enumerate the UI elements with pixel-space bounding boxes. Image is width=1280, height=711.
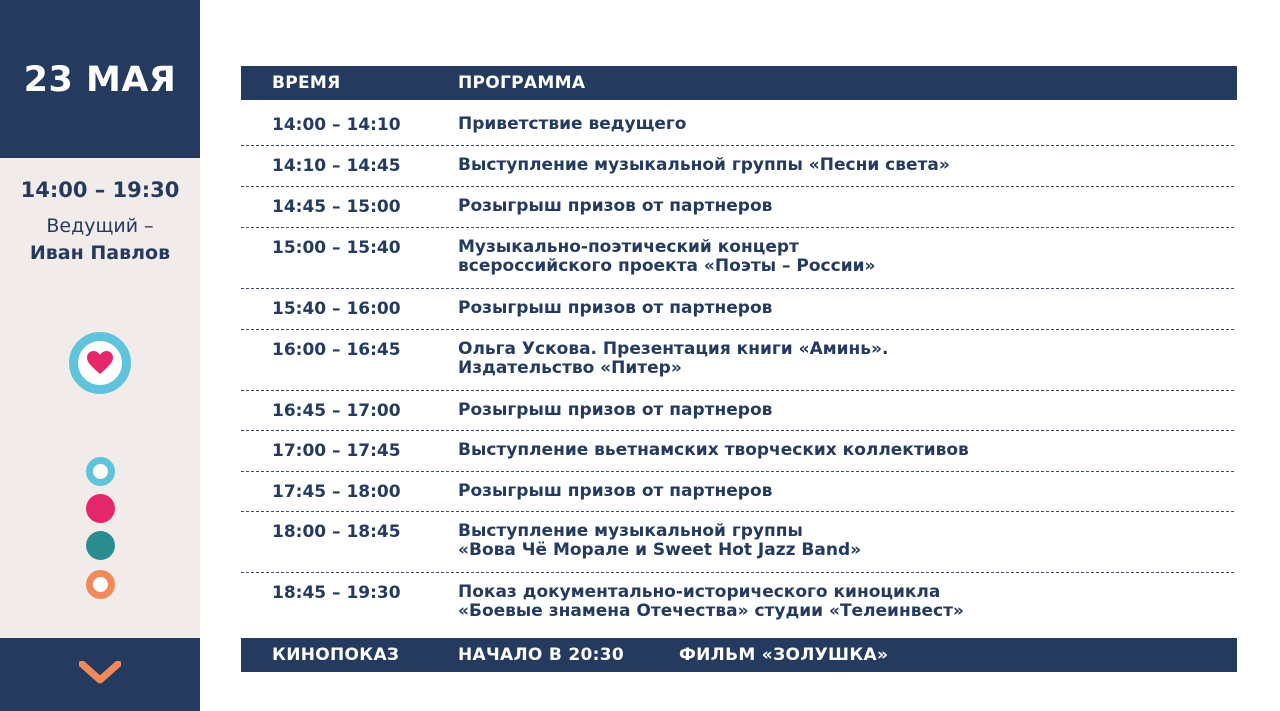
row-program-line: «Боевые знамена Отечества» студии «Телеинвест» xyxy=(458,601,964,621)
row-program-line: Выступление вьетнамских творческих коллективов xyxy=(458,440,969,460)
row-program xyxy=(458,299,1218,318)
schedule-row xyxy=(241,289,1237,330)
row-time: 17:00 – 17:45 xyxy=(272,441,401,461)
row-time: 14:45 – 15:00 xyxy=(272,197,401,217)
row-program xyxy=(458,340,1218,378)
row-program xyxy=(458,441,1218,460)
row-program xyxy=(458,197,1218,216)
row-time: 18:45 – 19:30 xyxy=(272,583,401,603)
row-program xyxy=(458,115,1218,134)
row-time: 18:00 – 18:45 xyxy=(272,522,401,542)
row-program xyxy=(458,583,1218,621)
row-program-line: Издательство «Питер» xyxy=(458,358,682,378)
schedule-row xyxy=(241,512,1237,573)
row-time: 14:10 – 14:45 xyxy=(272,156,401,176)
heart-shape xyxy=(87,351,113,375)
row-program-line: «Вова Чё Морале и Sweet Hot Jazz Band» xyxy=(458,540,862,560)
row-program-line: Музыкально-поэтический концерт xyxy=(458,237,799,257)
row-program-line: Выступление музыкальной группы «Песни света» xyxy=(458,155,950,175)
schedule-row xyxy=(241,100,1237,146)
row-program xyxy=(458,401,1218,420)
row-program-line: Показ документально-исторического киноцикла xyxy=(458,582,941,602)
schedule-row xyxy=(241,573,1237,638)
schedule-row xyxy=(241,431,1237,472)
column-header-program: ПРОГРАММА xyxy=(458,73,586,93)
dot-pink-icon xyxy=(86,494,115,523)
row-program xyxy=(458,238,1218,276)
table-header xyxy=(241,66,1237,100)
row-program-line: всероссийского проекта «Поэты – России» xyxy=(458,256,876,276)
row-time: 16:45 – 17:00 xyxy=(272,401,401,421)
event-date: 23 МАЯ xyxy=(23,60,177,100)
row-program-line: Приветствие ведущего xyxy=(458,114,687,134)
row-program-line: Розыгрыш призов от партнеров xyxy=(458,481,773,501)
row-time: 15:00 – 15:40 xyxy=(272,238,401,258)
row-program xyxy=(458,156,1218,175)
row-time: 15:40 – 16:00 xyxy=(272,299,401,319)
row-program-line: Розыгрыш призов от партнеров xyxy=(458,196,773,216)
column-header-time: ВРЕМЯ xyxy=(272,73,341,93)
row-time: 14:00 – 14:10 xyxy=(272,115,401,135)
date-block xyxy=(0,0,200,158)
row-program xyxy=(458,522,1218,560)
dot-light-blue-icon xyxy=(86,457,115,486)
event-time-range: 14:00 – 19:30 xyxy=(20,178,180,202)
row-program-line: Розыгрыш призов от партнеров xyxy=(458,298,773,318)
row-program-line: Выступление музыкальной группы xyxy=(458,521,803,541)
row-program-line: Ольга Ускова. Презентация книги «Аминь». xyxy=(458,339,889,359)
row-time: 17:45 – 18:00 xyxy=(272,482,401,502)
dot-orange-icon xyxy=(86,570,115,599)
schedule-row xyxy=(241,330,1237,391)
host-label: Ведущий – xyxy=(46,215,154,237)
row-program xyxy=(458,482,1218,501)
schedule-row xyxy=(241,472,1237,512)
schedule-row xyxy=(241,146,1237,187)
cinema-label: КИНОПОКАЗ xyxy=(272,645,400,665)
dot-teal-icon xyxy=(86,531,115,560)
cinema-start-time: НАЧАЛО В 20:30 xyxy=(458,645,624,665)
row-program-line: Розыгрыш призов от партнеров xyxy=(458,400,773,420)
cinema-film-title: ФИЛЬМ «ЗОЛУШКА» xyxy=(679,645,889,665)
row-time: 16:00 – 16:45 xyxy=(272,340,401,360)
host-name: Иван Павлов xyxy=(29,242,171,264)
schedule-row xyxy=(241,187,1237,228)
cinema-footer-bar xyxy=(241,638,1237,672)
chevron-down-icon xyxy=(79,661,121,687)
schedule-row xyxy=(241,228,1237,289)
sidebar xyxy=(0,0,200,711)
schedule-row xyxy=(241,391,1237,431)
heart-icon xyxy=(69,332,131,394)
